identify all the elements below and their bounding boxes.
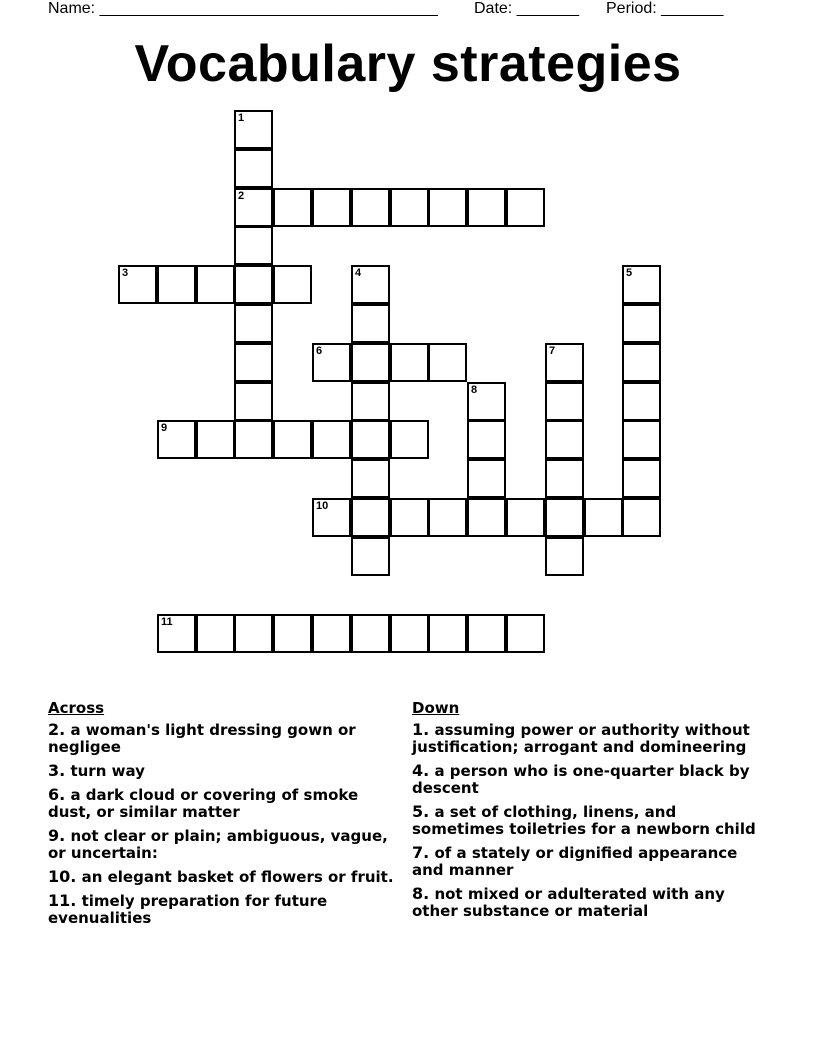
grid-cell[interactable] (234, 343, 273, 382)
down-clues (412, 700, 762, 926)
grid-cell[interactable] (506, 188, 545, 227)
date-field[interactable]: Date: _______ (474, 0, 579, 17)
clue-down-4: 4. a person who is one-quarter black by descent (412, 761, 750, 797)
grid-cell[interactable] (312, 343, 351, 382)
grid-cell[interactable] (234, 188, 273, 227)
clue-number-label: 4 (355, 267, 362, 279)
grid-cell[interactable] (351, 304, 390, 343)
grid-cell[interactable] (234, 110, 273, 149)
grid-cell[interactable] (157, 614, 196, 653)
page-title: Vocabulary strategies (134, 35, 682, 93)
grid-cell[interactable] (428, 498, 467, 537)
period-field[interactable]: Period: _______ (606, 0, 724, 17)
grid-cell[interactable] (351, 420, 390, 459)
down-list (412, 721, 762, 920)
clue-number-label: 9 (161, 422, 168, 434)
grid-cell[interactable] (390, 420, 429, 459)
grid-cell[interactable] (312, 614, 351, 653)
grid-cell[interactable] (622, 459, 661, 498)
grid-cell[interactable] (545, 459, 584, 498)
grid-cell[interactable] (351, 537, 390, 576)
grid-cell[interactable] (234, 304, 273, 343)
grid-cell[interactable] (312, 498, 351, 537)
grid-cell[interactable] (234, 614, 273, 653)
clue-across-11: 11. timely preparation for future evenualities (48, 891, 328, 927)
grid-cell[interactable] (234, 382, 273, 421)
grid-cell[interactable] (234, 149, 273, 188)
clue-number-label: 7 (549, 345, 556, 357)
clue-across-10: 10. an elegant basket of flowers or fruit. (48, 867, 394, 886)
grid-cell[interactable] (390, 498, 429, 537)
clue-across-3: 3. turn way (48, 761, 145, 780)
grid-cell[interactable] (622, 498, 661, 537)
grid-cell[interactable] (428, 614, 467, 653)
grid-cell[interactable] (196, 614, 235, 653)
grid-cell[interactable] (622, 382, 661, 421)
grid-cell[interactable] (351, 343, 390, 382)
down-heading: Down (412, 699, 460, 717)
clue-number-label: 8 (471, 384, 478, 396)
clue-down-7: 7. of a stately or dignified appearance and manner (412, 843, 738, 879)
clue-down-1: 1. assuming power or authority without justification; arrogant and domineering (412, 720, 750, 756)
clue-across-9: 9. not clear or plain; ambiguous, vague, or uncertain: (48, 826, 388, 862)
grid-cell[interactable] (234, 420, 273, 459)
grid-cell[interactable] (118, 265, 157, 304)
grid-cell[interactable] (351, 498, 390, 537)
name-field[interactable]: Name: ______________________________________ (48, 0, 438, 17)
grid-cell[interactable] (467, 382, 506, 421)
grid-cell[interactable] (428, 188, 467, 227)
grid-cell[interactable] (545, 498, 584, 537)
across-list (48, 721, 398, 927)
across-heading: Across (48, 699, 105, 717)
grid-cell[interactable] (584, 498, 623, 537)
grid-cell[interactable] (622, 420, 661, 459)
clue-down-8: 8. not mixed or adulterated with any other substance or material (412, 884, 725, 920)
grid-cell[interactable] (506, 614, 545, 653)
grid-cell[interactable] (467, 498, 506, 537)
grid-cell[interactable] (545, 343, 584, 382)
clue-number-label: 1 (238, 112, 245, 124)
clue-number-label: 6 (316, 345, 323, 357)
grid-cell[interactable] (157, 420, 196, 459)
grid-cell[interactable] (351, 265, 390, 304)
grid-cell[interactable] (390, 614, 429, 653)
clue-across-6: 6. a dark cloud or covering of smoke dust, or similar matter (48, 785, 359, 821)
clue-number-label: 11 (161, 616, 173, 628)
grid-cell[interactable] (273, 188, 312, 227)
clue-across-2: 2. a woman's light dressing gown or negligee (48, 720, 356, 756)
grid-cell[interactable] (545, 382, 584, 421)
grid-cell[interactable] (351, 382, 390, 421)
grid-cell[interactable] (157, 265, 196, 304)
grid-cell[interactable] (506, 498, 545, 537)
grid-cell[interactable] (351, 614, 390, 653)
grid-cell[interactable] (273, 265, 312, 304)
grid-cell[interactable] (351, 459, 390, 498)
grid-cell[interactable] (622, 304, 661, 343)
grid-cell[interactable] (234, 226, 273, 265)
grid-cell[interactable] (467, 188, 506, 227)
grid-cell[interactable] (467, 614, 506, 653)
clue-down-5: 5. a set of clothing, linens, and sometimes toiletries for a newborn child (412, 802, 756, 838)
grid-cell[interactable] (196, 265, 235, 304)
clue-number-label: 2 (238, 190, 245, 202)
grid-cell[interactable] (273, 420, 312, 459)
grid-cell[interactable] (273, 614, 312, 653)
grid-cell[interactable] (234, 265, 273, 304)
grid-cell[interactable] (390, 343, 429, 382)
grid-cell[interactable] (196, 420, 235, 459)
grid-cell[interactable] (545, 420, 584, 459)
grid-cell[interactable] (312, 188, 351, 227)
grid-cell[interactable] (622, 265, 661, 304)
grid-cell[interactable] (312, 420, 351, 459)
grid-cell[interactable] (428, 343, 467, 382)
clue-number-label: 3 (122, 267, 129, 279)
grid-cell[interactable] (390, 188, 429, 227)
across-clues (48, 700, 398, 933)
clue-number-label: 10 (316, 500, 329, 512)
grid-cell[interactable] (467, 459, 506, 498)
clue-number-label: 5 (626, 267, 633, 279)
grid-cell[interactable] (622, 343, 661, 382)
grid-cell[interactable] (467, 420, 506, 459)
grid-cell[interactable] (351, 188, 390, 227)
grid-cell[interactable] (545, 537, 584, 576)
